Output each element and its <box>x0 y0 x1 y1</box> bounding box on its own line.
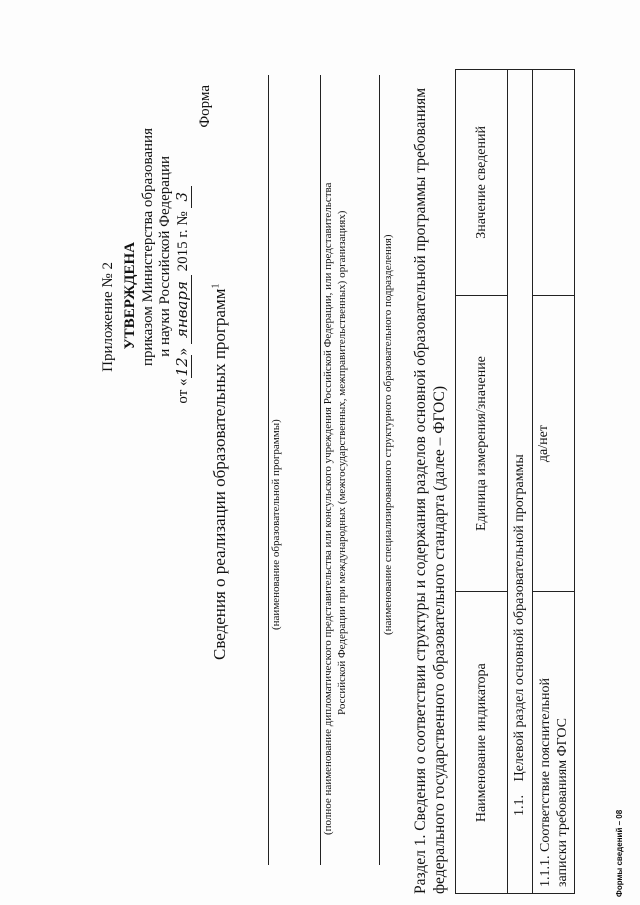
indicator-line1: 1.1.1. Соответствие пояснительной <box>537 677 553 887</box>
document-title <box>210 284 230 660</box>
title-footnote-mark: 1 <box>210 283 222 289</box>
appendix-label <box>100 262 117 562</box>
header-unit: Единица измерения/значение <box>456 295 508 592</box>
program-caption-text: (наименование образовательной программы) <box>270 419 282 630</box>
subsection-number: 1.1. <box>512 795 527 816</box>
header-value: Значение сведений <box>456 70 508 296</box>
section-heading-line1 <box>412 88 430 894</box>
order-line-2 <box>157 156 174 476</box>
program-name-caption <box>270 419 282 630</box>
subsection-cell <box>508 70 533 894</box>
indicator-cell <box>533 592 575 894</box>
section-heading-line2 <box>431 386 449 894</box>
order-line2-text: и науки Российской Федерации <box>157 156 173 357</box>
section-line2-text: федерального государственного образовательного стандарта (далее – ФГОС) <box>431 385 448 894</box>
table-row <box>533 70 575 894</box>
indicator-line2: записки требованиям ФГОС <box>554 717 570 887</box>
title-text: Сведения о реализации образовательных программ <box>210 288 229 660</box>
date-mid: » <box>175 347 191 356</box>
footer-text: Формы сведений – 08 <box>615 809 624 897</box>
subsection-row <box>508 70 533 894</box>
approved-label <box>122 242 139 542</box>
order-date-line <box>174 186 192 546</box>
order-line-1 <box>140 128 157 448</box>
program-name-line <box>268 75 269 865</box>
date-prefix: от « <box>175 378 191 404</box>
institution-caption-line1 <box>322 183 334 835</box>
subsection-title: Целевой раздел основной образовательной программы <box>512 454 527 782</box>
date-day: 12 <box>173 357 191 377</box>
form-label-text: Форма <box>197 85 213 128</box>
header-indicator: Наименование индикатора <box>456 592 508 894</box>
date-number: 3 <box>173 186 192 208</box>
section-line1-text: Раздел 1. Сведения о соответствии структуры и содержания разделов основной образовательной программы требованиям <box>412 87 429 894</box>
table-header-row <box>456 70 508 894</box>
indicators-table <box>455 69 575 894</box>
value-cell <box>533 70 575 296</box>
division-name-line <box>379 75 380 865</box>
institution-name-line <box>320 75 321 865</box>
division-caption-text: (наименование специализированного структурного образовательного подразделения) <box>382 234 394 635</box>
division-caption <box>382 234 394 635</box>
appendix-text: Приложение № 2 <box>100 262 116 372</box>
date-year: 2015 г. № <box>175 211 191 272</box>
footer-label <box>615 810 624 897</box>
order-line1-text: приказом Министерства образования <box>140 128 156 366</box>
unit-cell: да/нет <box>533 295 575 592</box>
form-label <box>197 85 214 285</box>
date-month: января <box>173 275 192 344</box>
institution-caption1-text: (полное наименование дипломатического представительства или консульского учреждения Российской Федерации, или представительства <box>322 182 334 835</box>
approved-text: УТВЕРЖДЕНА <box>122 242 138 350</box>
institution-caption-line2 <box>336 211 348 715</box>
institution-caption2-text: Российской Федерации при международных (межгосударственных, межправительственных) организациях) <box>336 210 348 715</box>
